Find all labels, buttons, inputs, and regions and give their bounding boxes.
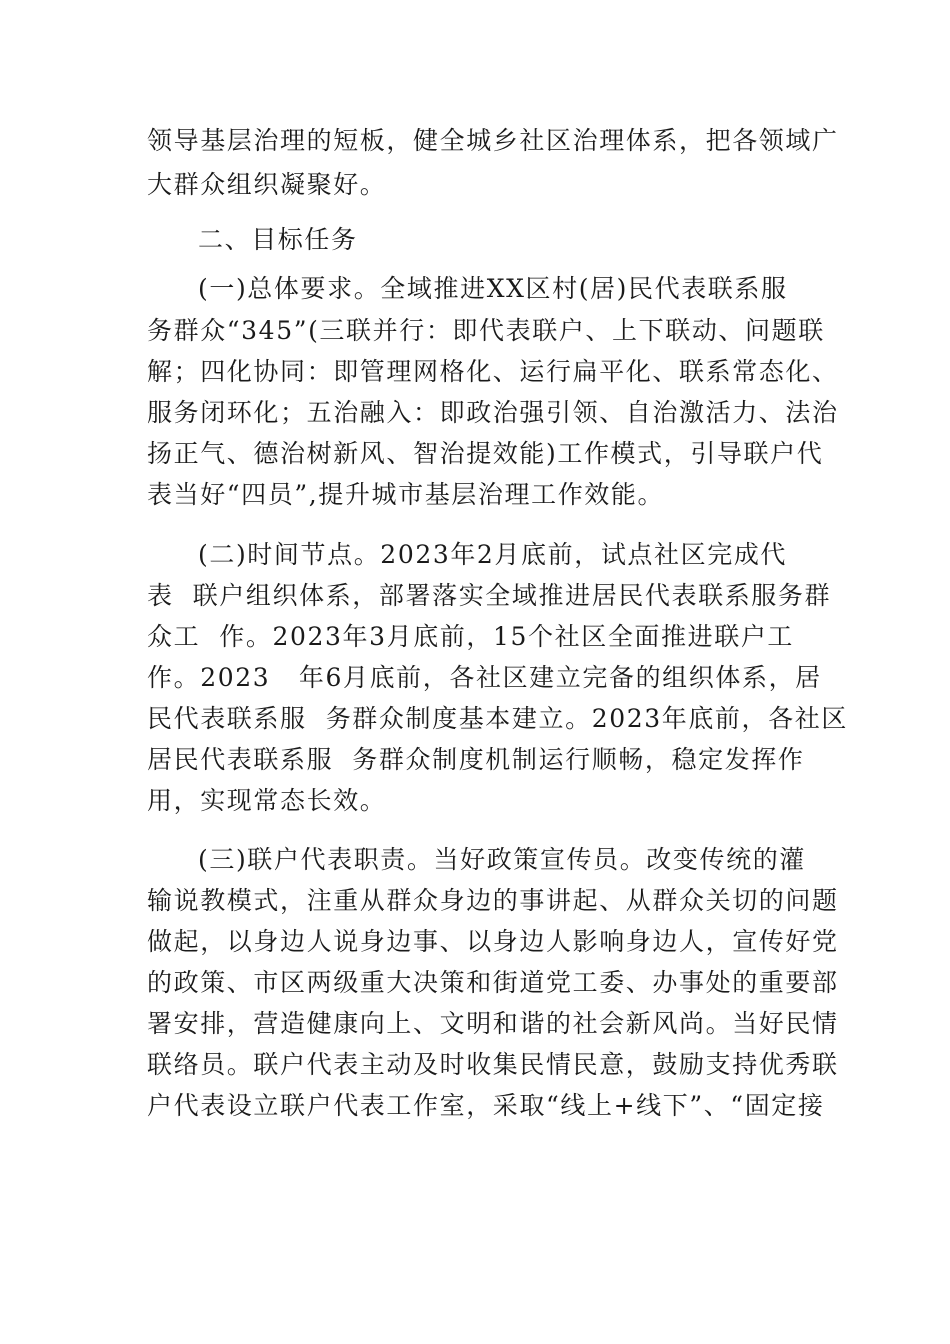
para1-line-5: 扬正气、德治树新风、智治提效能)工作模式，引导联户代: [147, 439, 824, 468]
intro-line-2: 大群众组织凝聚好。: [147, 170, 387, 199]
para3-line-3: 做起，以身边人说身边事、以身边人影响身边人，宣传好党: [147, 927, 839, 956]
para1-line-1: (一)总体要求。全域推进XX区村(居)民代表联系服: [198, 274, 788, 303]
para2-line-6: 居民代表联系服 务群众制度机制运行顺畅，稳定发挥作: [147, 745, 805, 774]
para1-line-6: 表当好“四员”,提升城市基层治理工作效能。: [147, 480, 665, 509]
para1-line-4: 服务闭环化；五治融入：即政治强引领、自治激活力、法治: [147, 398, 839, 427]
para2-line-4: 作。2023 年6月底前，各社区建立完备的组织体系，居: [147, 663, 822, 692]
para1-line-2: 务群众“345”(三联并行：即代表联户、上下联动、问题联: [147, 316, 825, 345]
para3-line-2: 输说教模式，注重从群众身边的事讲起、从群众关切的问题: [147, 886, 839, 915]
para3-line-1: (三)联户代表职责。当好政策宣传员。改变传统的灌: [198, 845, 806, 874]
para2-line-5: 民代表联系服 务群众制度基本建立。2023年底前，各社区: [147, 704, 848, 733]
para3-line-7: 户代表设立联户代表工作室，采取“线上+线下”、“固定接: [147, 1091, 825, 1120]
intro-line-1: 领导基层治理的短板，健全城乡社区治理体系，把各领域广: [147, 126, 839, 155]
para3-line-4: 的政策、市区两级重大决策和街道党工委、办事处的重要部: [147, 968, 839, 997]
para3-line-6: 联络员。联户代表主动及时收集民情民意，鼓励支持优秀联: [147, 1050, 839, 1079]
para2-line-1: (二)时间节点。2023年2月底前，试点社区完成代: [198, 540, 788, 569]
para2-line-7: 用，实现常态长效。: [147, 786, 387, 815]
para3-line-5: 署安排，营造健康向上、文明和谐的社会新风尚。当好民情: [147, 1009, 839, 1038]
para2-line-2: 表 联户组织体系，部署落实全域推进居民代表联系服务群: [147, 581, 832, 610]
para1-line-3: 解；四化协同：即管理网格化、运行扁平化、联系常态化、: [147, 357, 839, 386]
section-heading: 二、目标任务: [198, 225, 358, 254]
para2-line-3: 众工 作。2023年3月底前，15个社区全面推进联户工: [147, 622, 795, 651]
